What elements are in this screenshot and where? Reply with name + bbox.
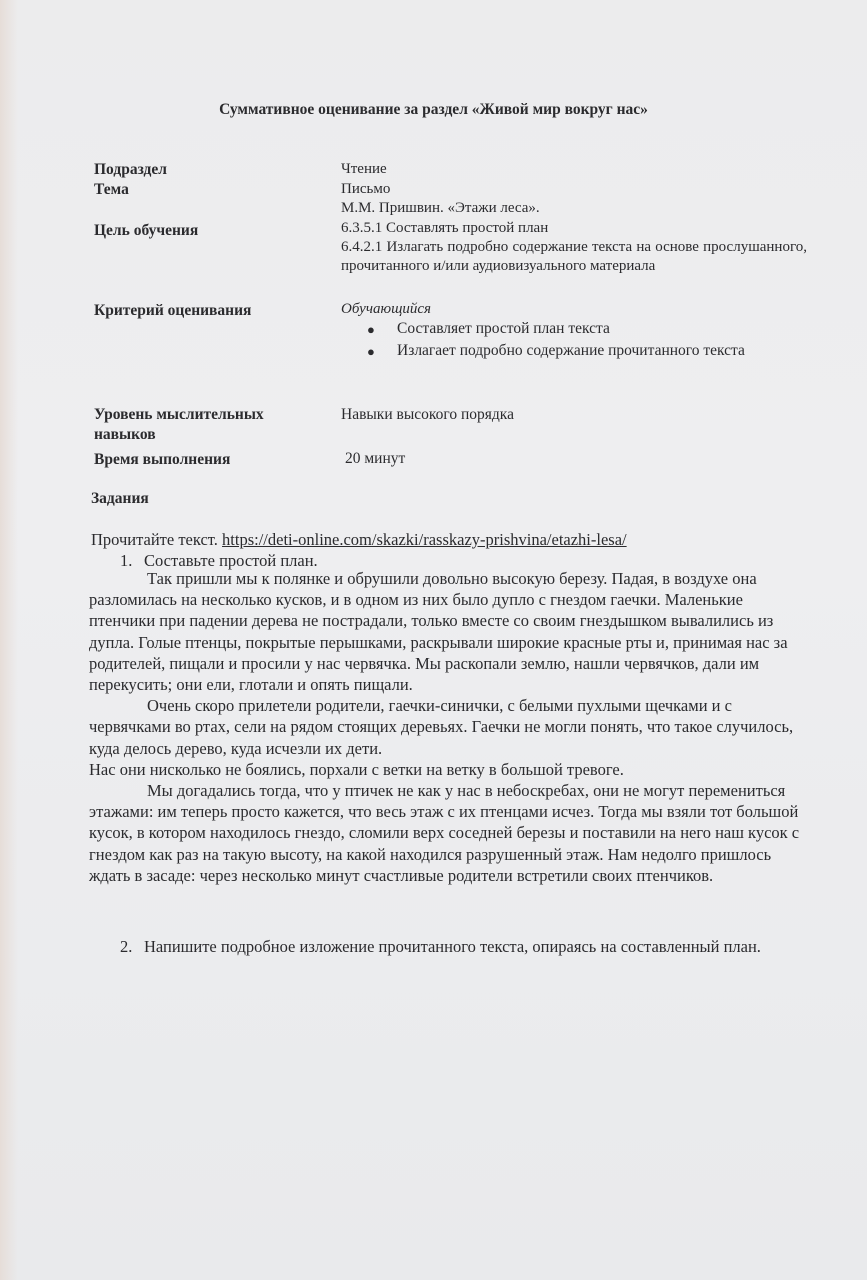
page-title: Суммативное оценивание за раздел «Живой мир вокруг нас» [219,101,648,118]
criterion-label: Критерий оценивания [94,302,252,319]
bullet-icon: ● [367,344,375,359]
task-2 [120,936,820,958]
read-prefix: Прочитайте текст. [91,530,218,549]
time-value: 20 минут [345,450,406,467]
task-2-number: 2. [120,937,133,956]
read-instruction [91,530,627,550]
story-paragraph: Мы догадались тогда, что у птичек не как у нас в небоскребах, они не могут перемениться этажами: им теперь просто кажется, что весь этаж с их птенцами исчез. Тогда мы взяли тот большой кусок, в котором находилось гнездо, сломили верх соседней березы и поставили на него наш кусок с гнездом как раз на такую высоту, на какой находился разрушенный этаж. Нам недолго пришлось ждать в засаде: через несколько минут счастливые родители встретили своих птенчиков. [89,781,800,885]
story-text [89,568,809,886]
goal-label: Цель обучения [94,222,199,239]
task-1-number: 1. [120,551,133,570]
task-2-text: Напишите подробное изложение прочитанного текста, опираясь на составленный план. [144,937,761,956]
time-label: Время выполнения [94,451,231,468]
topic-value-1: Письмо [341,181,391,197]
subsection-label: Подраздел [94,161,167,178]
goal-value-2: 6.4.2.1 Излагать подробно содержание текста на основе прослушанного, прочитанного и/или аудиовизуального материала [341,239,807,274]
level-value: Навыки высокого порядка [341,406,514,423]
story-paragraph: Очень скоро прилетели родители, гаечки-синички, с белыми пухлыми щечками и с червячками во ртах, сели на рядом стоящих деревьях. Гаечки не могли понять, что такое случилось, куда делось дерево, куда исчезли их дети. [89,696,794,758]
criterion-item-text: Составляет простой план текста [397,320,610,337]
level-label: Уровень мыслительных навыков [94,406,264,443]
topic-value-2: М.М. Пришвин. «Этажи леса». [341,200,540,216]
story-paragraph: Нас они нисколько не боялись, порхали с ветки на ветку в большой тревоге. [89,759,624,779]
topic-label: Тема [94,181,129,198]
subsection-value: Чтение [341,161,387,177]
bullet-icon: ● [367,322,375,337]
criterion-item-text: Излагает подробно содержание прочитанного текста [397,342,745,359]
criterion-list [341,318,837,362]
criterion-intro: Обучающийся [341,301,432,317]
goal-value-1: 6.3.5.1 Составлять простой план [341,220,549,236]
story-paragraph: Так пришли мы к полянке и обрушили довольно высокую березу. Падая, в воздухе она разломилась на несколько кусков, и в одном из них было дупло с гнездом гаечки. Маленькие птенчики при падении дерева не пострадали, только вместе со своим гнездышком вывалились из дупла. Голые птенцы, покрытые перышками, раскрывали широкие красные рты и, принимая нас за родителей, пищали и просили у нас червячка. Мы раскопали землю, нашли червячков, дали им перекусить; они ели, глотали и опять пищали. [89,569,788,695]
criterion-item [367,318,837,340]
story-link[interactable]: https://deti-online.com/skazki/rasskazy-prishvina/etazhi-lesa/ [222,530,627,549]
tasks-heading: Задания [91,490,149,507]
task-1-text: Составьте простой план. [144,551,318,570]
criterion-item [367,340,837,362]
